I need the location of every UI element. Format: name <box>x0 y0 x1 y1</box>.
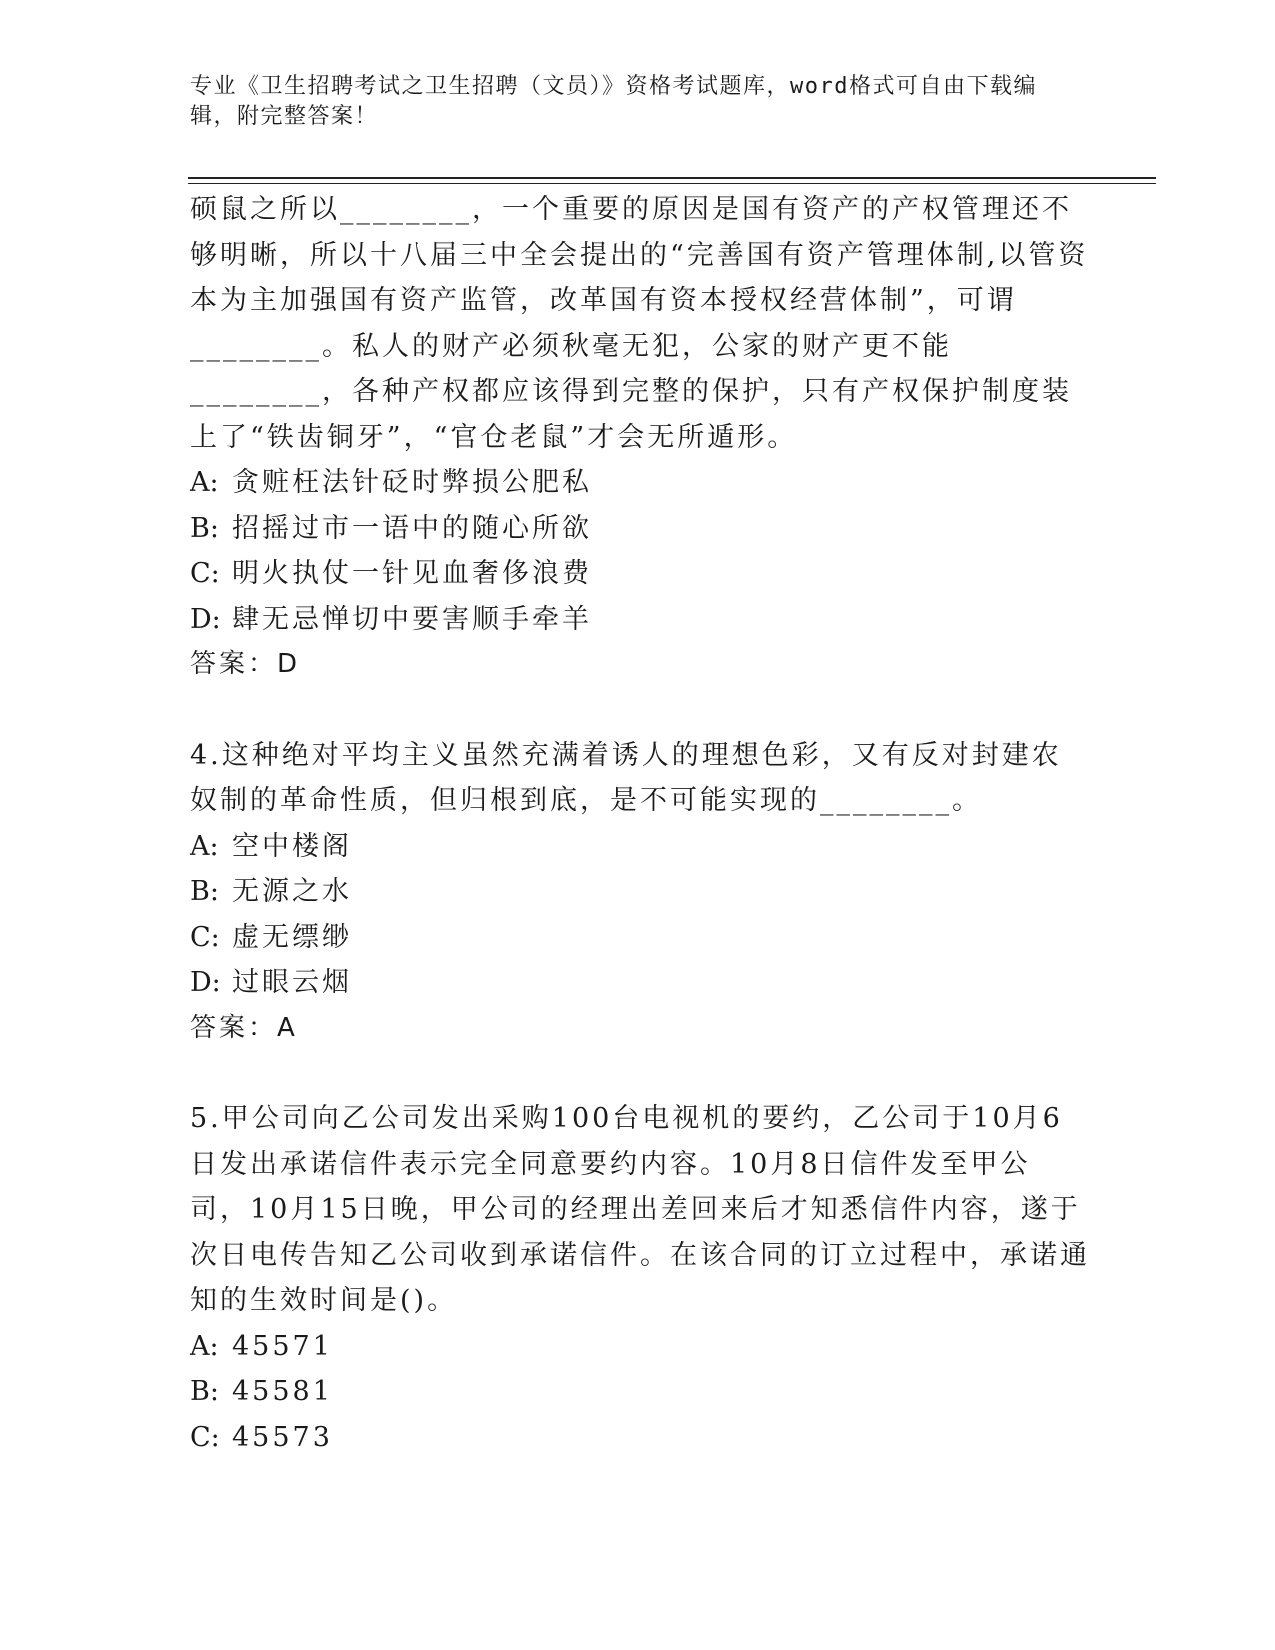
spacer <box>190 688 1090 733</box>
header-rule-thin <box>188 183 1156 184</box>
option-text: 过眼云烟 <box>232 967 352 998</box>
option-label: C: <box>190 921 220 953</box>
option-text: 招摇过市一语中的随心所欲 <box>232 512 592 544</box>
option-text: 贪赃枉法针砭时弊损公肥私 <box>232 467 592 498</box>
document-header: 专业《卫生招聘考试之卫生招聘（文员）》资格考试题库，word格式可自由下载编辑，附完整答案！ <box>190 74 1037 129</box>
option-d <box>190 597 1090 643</box>
option-b <box>190 869 1090 915</box>
option-label: A: <box>190 467 219 498</box>
header-rule-thick <box>188 177 1156 179</box>
question-list <box>190 187 1090 1460</box>
option-d <box>190 960 1090 1006</box>
option-c <box>190 1415 1090 1461</box>
option-label: D: <box>190 603 221 635</box>
question-stem: 硕鼠之所以________，一个重要的原因是国有资产的产权管理还不够明晰，所以十八届三中全会提出的“完善国有资产管理体制,以管资本为主加强国有资产监管，改革国有资本授权经营体制”，可谓________。私人的财产必须秋毫无犯，公家的财产更不能________，各种产权都应该得到完整的保护，只有产权保护制度装上了“铁齿铜牙”，“官仓老鼠”才会无所遁形。 <box>190 194 1089 453</box>
question-stem: 5.甲公司向乙公司发出采购100台电视机的要约，乙公司于10月6日发出承诺信件表示完全同意要约内容。10月8日信件发至甲公司，10月15日晚，甲公司的经理出差回来后才知悉信件内容，遂于次日电传告知乙公司收到承诺信件。在该合同的订立过程中，承诺通知的生效时间是()。 <box>190 1103 1090 1316</box>
option-text: 45581 <box>232 1376 333 1407</box>
option-label: C: <box>190 558 220 589</box>
question-block <box>190 733 1090 1052</box>
option-a <box>190 1324 1090 1370</box>
option-b <box>190 1369 1090 1415</box>
option-text: 无源之水 <box>232 876 352 907</box>
option-text: 明火执仗一针见血奢侈浪费 <box>232 558 592 589</box>
option-text: 45573 <box>232 1421 333 1453</box>
option-text: 虚无缥缈 <box>232 921 352 953</box>
option-text: 45571 <box>232 1330 333 1362</box>
option-label: D: <box>190 967 221 998</box>
answer-line: 答案：D <box>190 649 301 679</box>
option-text: 空中楼阁 <box>232 830 352 862</box>
option-label: C: <box>190 1421 220 1453</box>
option-label: B: <box>190 1376 219 1407</box>
option-c <box>190 915 1090 961</box>
option-c <box>190 551 1090 597</box>
answer-line: 答案：A <box>190 1012 298 1043</box>
option-a <box>190 824 1090 870</box>
option-a <box>190 460 1090 506</box>
option-label: B: <box>190 876 219 907</box>
option-label: B: <box>190 512 219 544</box>
question-block <box>190 187 1090 688</box>
option-label: A: <box>190 1330 219 1362</box>
option-text: 肆无忌惮切中要害顺手牵羊 <box>232 603 592 635</box>
option-b <box>190 506 1090 552</box>
spacer <box>190 1051 1090 1096</box>
question-block <box>190 1096 1090 1460</box>
option-label: A: <box>190 830 219 862</box>
question-stem: 4.这种绝对平均主义虽然充满着诱人的理想色彩，又有反对封建农奴制的革命性质，但归根到底，是不可能实现的________。 <box>190 739 1062 816</box>
